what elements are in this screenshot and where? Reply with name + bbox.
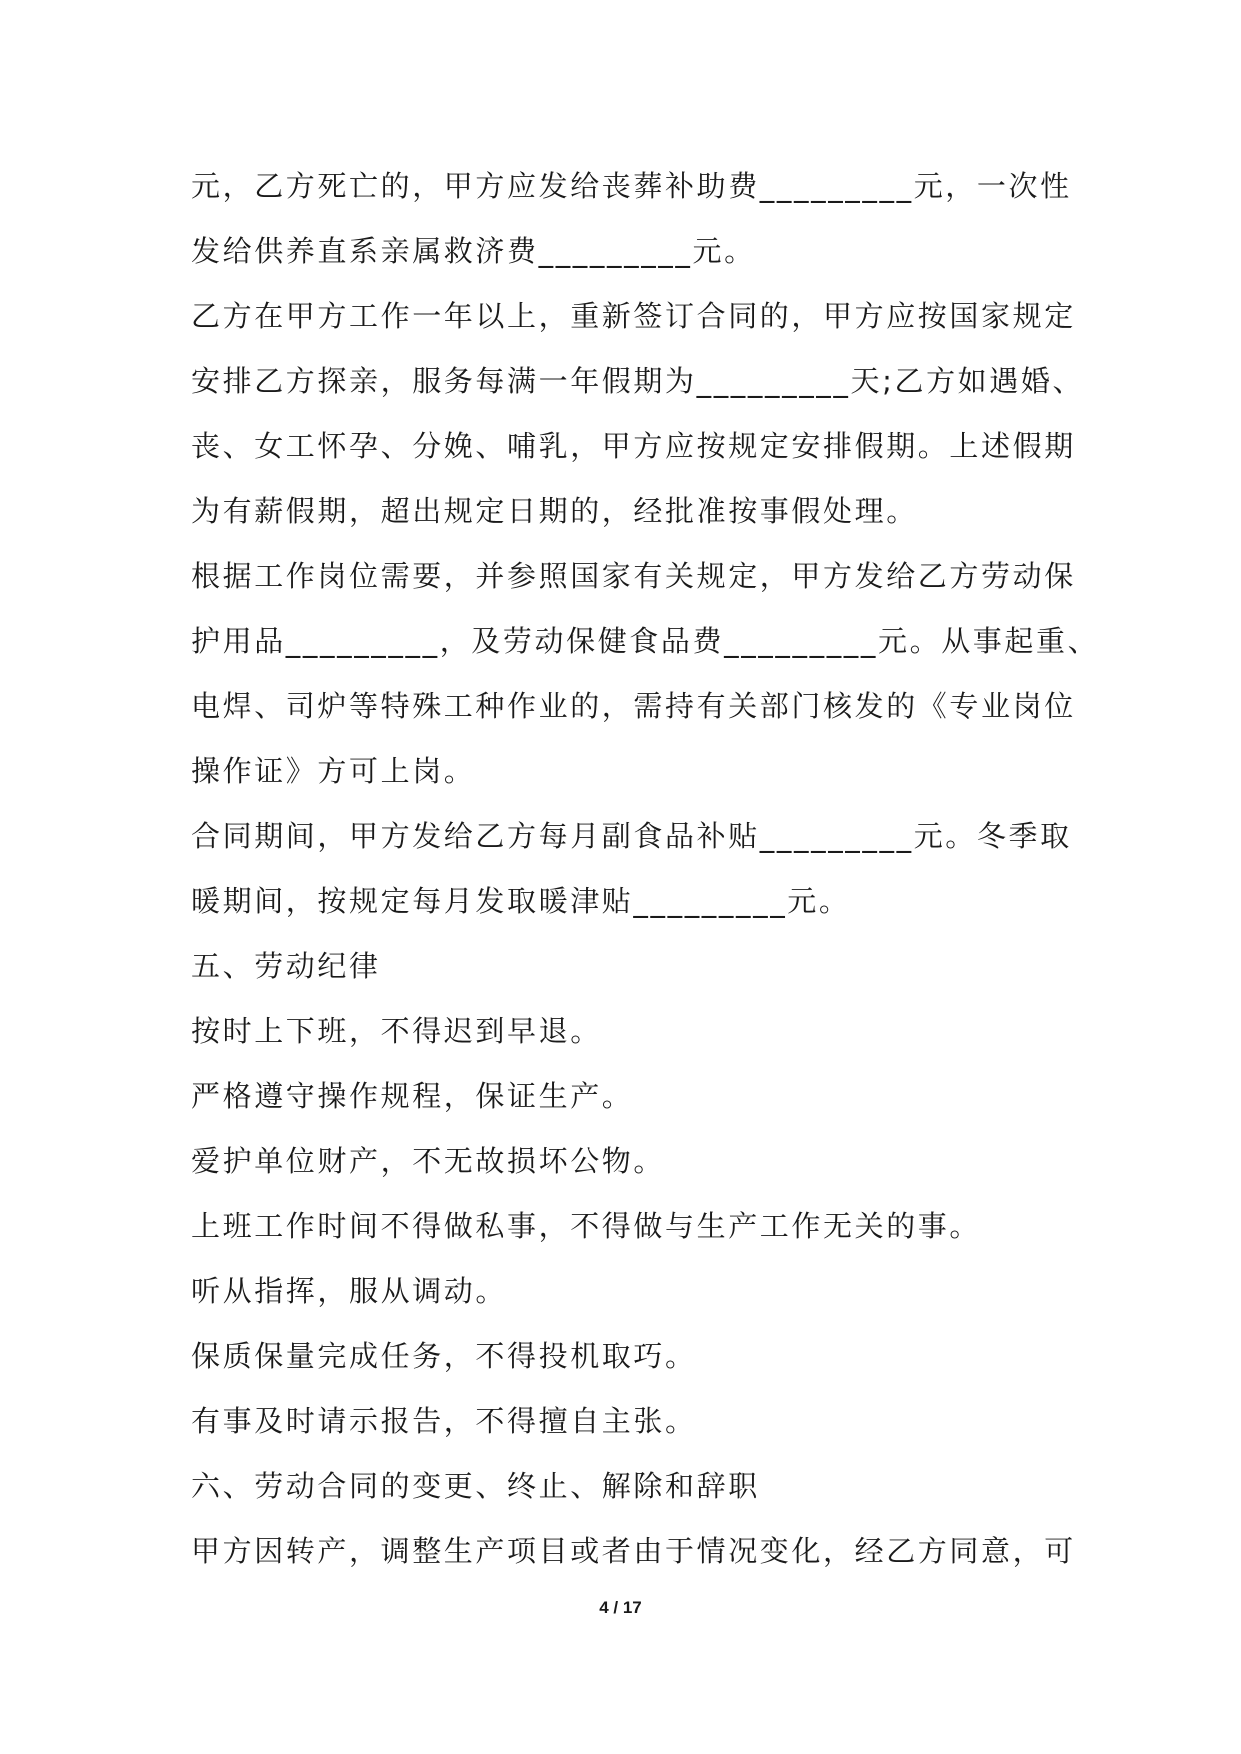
section-heading: 五、劳动纪律	[191, 949, 381, 983]
text-line: 根据工作岗位需要，并参照国家有关规定，甲方发给乙方劳动保	[191, 559, 1076, 593]
text-line: 丧、女工怀孕、分娩、哺乳，甲方应按规定安排假期。上述假期	[191, 429, 1076, 463]
text-line: 为有薪假期，超出规定日期的，经批准按事假处理。	[191, 494, 918, 528]
text-line: 安排乙方探亲，服务每满一年假期为_________天;乙方如遇婚、	[191, 364, 1085, 398]
text-line: 保质保量完成任务，不得投机取巧。	[191, 1339, 697, 1373]
text-line: 合同期间，甲方发给乙方每月副食品补贴_________元。冬季取	[191, 819, 1072, 853]
text-line: 护用品_________，及劳动保健食品费_________元。从事起重、	[191, 624, 1100, 658]
text-line: 发给供养直系亲属救济费_________元。	[191, 234, 756, 268]
text-line: 听从指挥，服从调动。	[191, 1274, 508, 1308]
text-line: 爱护单位财产，不无故损坏公物。	[191, 1144, 666, 1178]
text-line: 元，乙方死亡的，甲方应发给丧葬补助费_________元，一次性	[191, 169, 1072, 203]
text-line: 暖期间，按规定每月发取暖津贴_________元。	[191, 884, 851, 918]
text-line: 按时上下班，不得迟到早退。	[191, 1014, 602, 1048]
text-line: 严格遵守操作规程，保证生产。	[191, 1079, 634, 1113]
text-line: 有事及时请示报告，不得擅自主张。	[191, 1404, 697, 1438]
text-line: 操作证》方可上岗。	[191, 754, 476, 788]
text-line: 电焊、司炉等特殊工种作业的，需持有关部门核发的《专业岗位	[191, 689, 1076, 723]
text-line: 乙方在甲方工作一年以上，重新签订合同的，甲方应按国家规定	[191, 299, 1076, 333]
section-heading: 六、劳动合同的变更、终止、解除和辞职	[191, 1469, 760, 1503]
document-body	[191, 158, 1100, 1588]
page-number: 4 / 17	[599, 1598, 642, 1617]
text-line: 上班工作时间不得做私事，不得做与生产工作无关的事。	[191, 1209, 982, 1243]
text-line: 甲方因转产，调整生产项目或者由于情况变化，经乙方同意，可	[191, 1534, 1076, 1568]
